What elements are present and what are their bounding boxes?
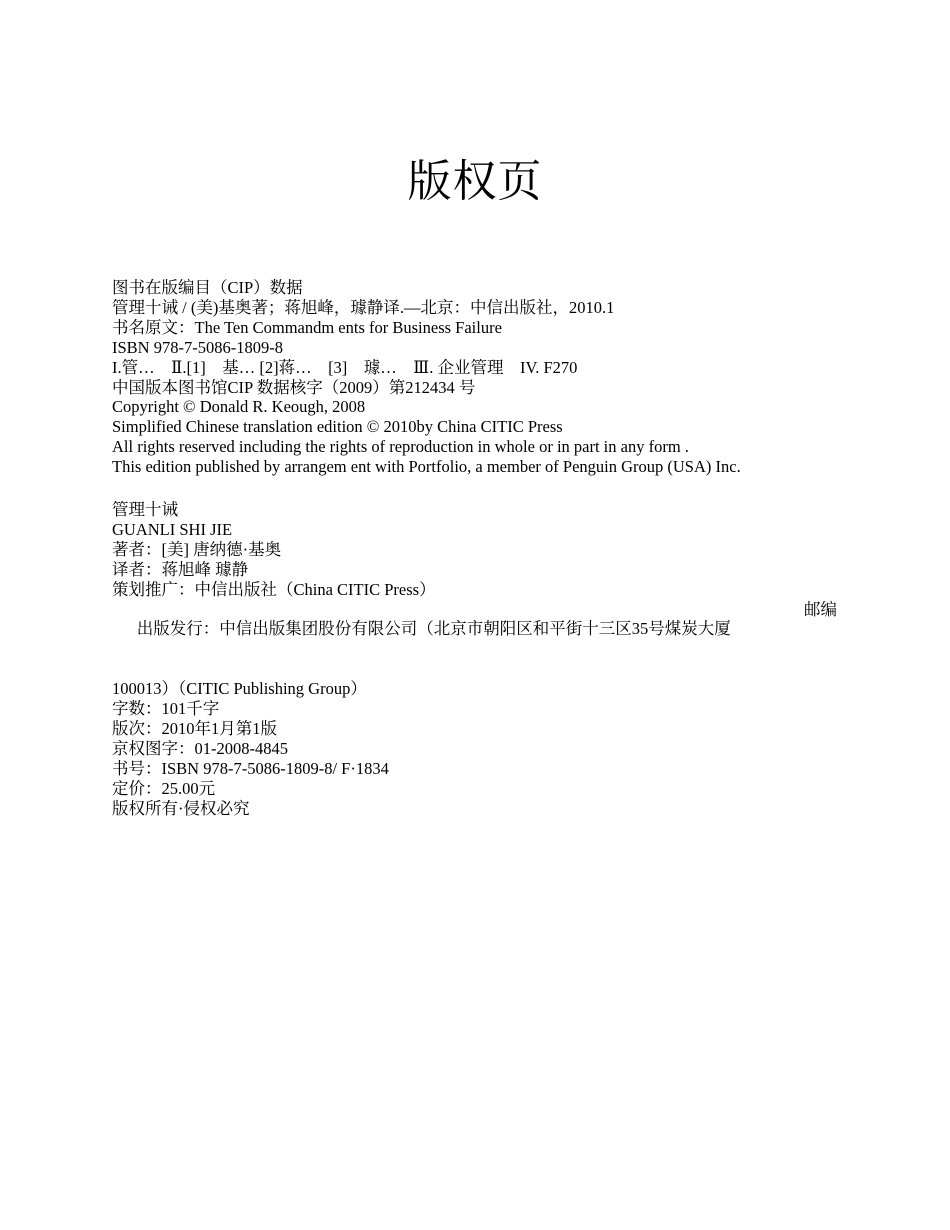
page-title: 版权页: [407, 157, 543, 206]
book-author: 著者：[美] 唐纳德·基奥: [112, 539, 282, 559]
book-publisher-line: [112, 600, 852, 680]
book-rights: 版权所有·侵权必究: [112, 798, 250, 818]
cip-data-block: [112, 278, 852, 477]
book-info-block: [112, 500, 852, 819]
book-price: 定价：25.00元: [112, 778, 216, 798]
book-translator: 译者：蒋旭峰 璩静: [112, 559, 249, 579]
cip-line-copyright: Copyright © Donald R. Keough, 2008: [112, 397, 366, 417]
cip-line-translation-edition: Simplified Chinese translation edition © 2010by China CITIC Press: [112, 417, 563, 437]
book-word-count: 字数：101千字: [112, 699, 220, 719]
book-title-pinyin: GUANLI SHI JIE: [112, 519, 233, 539]
book-copyright-registration: 京权图字：01-2008-4845: [112, 738, 288, 758]
book-publisher-continued: 100013）（CITIC Publishing Group）: [112, 679, 367, 699]
cip-line-title-authors: 管理十诫 / (美)基奥著；蒋旭峰，璩静译.—北京：中信出版社，2010.1: [112, 297, 615, 317]
book-postal-label: 邮编: [804, 599, 837, 619]
cip-line-isbn: ISBN 978-7-5086-1809-8: [112, 337, 283, 357]
book-number: 书号：ISBN 978-7-5086-1809-8/ F·1834: [112, 758, 389, 778]
cip-line-rights-reserved: All rights reserved including the rights of reproduction in whole or in part in any form .: [112, 437, 689, 457]
book-planner: 策划推广：中信出版社（China CITIC Press）: [112, 579, 436, 599]
book-publisher: 出版发行：中信出版集团股份有限公司（北京市朝阳区和平街十三区35号煤炭大厦: [136, 619, 731, 639]
book-title-cn: 管理十诫: [112, 500, 178, 519]
cip-line-edition-arrangement: This edition published by arrangem ent with Portfolio, a member of Penguin Group (USA) Inc.: [112, 457, 741, 477]
book-edition: 版次：2010年1月第1版: [112, 718, 277, 738]
cip-heading: 图书在版编目（CIP）数据: [112, 278, 303, 297]
cip-line-classification: I.管… Ⅱ.[1] 基… [2]蒋… [3] 璩… Ⅲ. 企业管理 IV. F270: [112, 357, 578, 377]
cip-line-original-title: 书名原文：The Ten Commandm ents for Business Failure: [112, 317, 502, 337]
cip-line-record-number: 中国版本图书馆CIP 数据核字（2009）第212434 号: [112, 377, 476, 397]
